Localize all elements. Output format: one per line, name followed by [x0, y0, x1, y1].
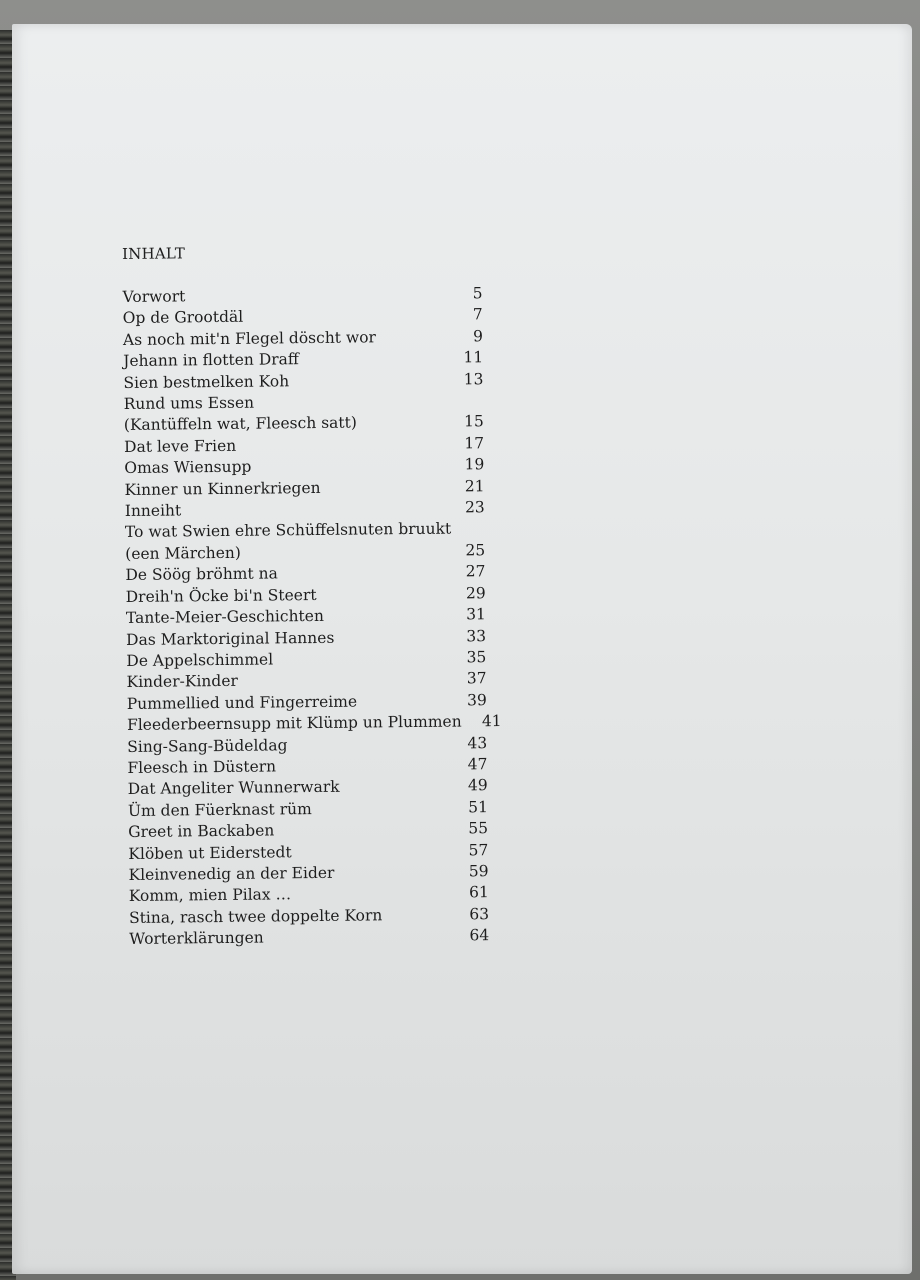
- toc-entry-title: Jehann in flotten Draff: [123, 350, 299, 371]
- toc-entry-page-number: 27: [465, 562, 486, 581]
- toc-entry-title: De Söög bröhmt na: [125, 564, 278, 585]
- toc-entry-page-number: 37: [466, 669, 487, 688]
- toc-entry-title: Op de Grootdäl: [122, 308, 244, 328]
- toc-entry-page-number: 19: [464, 455, 485, 474]
- toc-entry-title: Kinder-Kinder: [126, 672, 238, 692]
- toc-entry-page-number: 63: [469, 904, 490, 924]
- toc-entry-page-number: 43: [467, 733, 488, 752]
- toc-entry-title: Kinner un Kinnerkriegen: [124, 478, 321, 499]
- book-page: [12, 24, 912, 1274]
- toc-entry-page-number: 31: [466, 605, 486, 624]
- toc-entry-title: Kleinvenedig an der Eider: [128, 863, 335, 884]
- toc-entry-page-number: 55: [468, 819, 489, 838]
- toc-entry-page-number: 47: [467, 755, 488, 774]
- toc-entry-page-number: 57: [468, 840, 489, 859]
- toc-entry-page-number: 59: [468, 862, 489, 881]
- toc-entry-title: Greet in Backaben: [128, 821, 275, 842]
- toc-entry-title: Üm den Füerknast rüm: [127, 799, 312, 820]
- toc-entry-page-number: 51: [468, 797, 488, 817]
- toc-entry-page-number: 29: [465, 583, 486, 603]
- toc-entry-title: Dreih'n Öcke bi'n Steert: [125, 585, 317, 606]
- toc-entry-title: Sing-Sang-Büdeldag: [127, 735, 288, 756]
- toc-entry-title: Rund ums Essen: [123, 393, 255, 414]
- toc-entry-page-number: 33: [466, 626, 487, 645]
- toc-entry-page-number: 5: [472, 284, 483, 303]
- toc-entry-title: Dat leve Frien: [124, 436, 237, 456]
- toc-entry-title: As noch mit'n Flegel döscht wor: [122, 328, 377, 349]
- toc-entry-page-number: 7: [472, 305, 483, 324]
- toc-entry-title: Tante-Meier-Geschichten: [125, 607, 324, 628]
- toc-entry-page-number: 15: [464, 412, 484, 431]
- toc-entry-page-number: 39: [466, 690, 487, 710]
- toc-entry-page-number: 13: [463, 369, 484, 389]
- toc-entry-title: Vorwort: [122, 287, 186, 306]
- toc-entry-title: Dat Angeliter Wunnerwark: [127, 778, 340, 799]
- toc-entry-title: Fleederbeernsupp mit Klümp un Plummen: [126, 712, 462, 735]
- toc-entry-title: Klöben ut Eiderstedt: [128, 842, 292, 863]
- toc-entry-page-number: 21: [464, 476, 485, 496]
- toc-entry-title: Omas Wiensupp: [124, 457, 252, 478]
- toc-entry-title: Pummellied und Fingerreime: [126, 692, 358, 713]
- toc-entry-title: To wat Swien ehre Schüffelsnuten bruukt: [124, 520, 452, 542]
- toc-entry-page-number: 41: [481, 712, 502, 731]
- toc-entry-title: Stina, rasch twee doppelte Korn: [128, 906, 383, 927]
- toc-entry-title: (Kantüffeln wat, Fleesch satt): [123, 413, 357, 435]
- toc-entry-title: Worterklärungen: [129, 928, 264, 949]
- toc-list: [122, 283, 502, 950]
- toc-entry-title: Das Marktoriginal Hannes: [126, 628, 335, 649]
- toc-entry-page-number: 35: [466, 648, 487, 667]
- toc-entry-title: Sien bestmelken Koh: [123, 371, 290, 392]
- toc-entry-page-number: 23: [464, 498, 485, 517]
- toc-entry-title: Inneiht: [124, 501, 182, 521]
- toc-entry-page-number: 9: [472, 327, 484, 346]
- toc-entry-title: De Appelschimmel: [126, 650, 274, 670]
- toc-heading: INHALT: [121, 244, 186, 263]
- toc-entry-page-number: 61: [468, 883, 489, 902]
- toc-entry-page-number: 11: [463, 348, 484, 367]
- toc-entry-title: Fleesch in Düstern: [127, 757, 277, 777]
- toc-entry-page-number: 25: [465, 541, 486, 560]
- toc-entry-page-number: 64: [469, 926, 490, 945]
- toc-entry-page-number: 17: [464, 434, 485, 453]
- toc-entry-title: (een Märchen): [125, 543, 242, 563]
- table-of-contents: [121, 242, 502, 950]
- toc-entry-page-number: 49: [467, 776, 488, 795]
- toc-entry: [129, 925, 489, 950]
- toc-entry-title: Komm, mien Pilax …: [128, 885, 292, 906]
